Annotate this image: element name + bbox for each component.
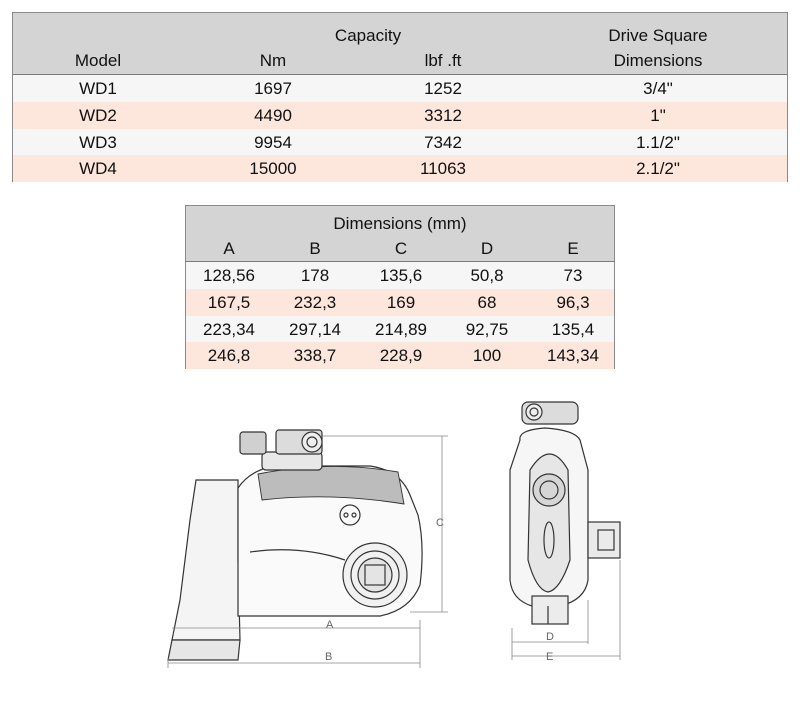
dim-label-c: C (436, 517, 444, 529)
cell-c: 169 (386, 293, 416, 312)
cell-nm: 1697 (254, 79, 292, 98)
cell-a: 128,56 (203, 266, 255, 285)
table-row (186, 316, 614, 343)
table-row (186, 289, 614, 316)
header-capacity: Capacity (334, 26, 402, 45)
header-drive-square: Drive Square (608, 26, 708, 45)
column-header-c: C (394, 239, 408, 258)
column-header-a: A (223, 239, 235, 258)
table-row (13, 102, 787, 129)
cell-lbf: 3312 (424, 106, 462, 125)
cell-c: 228,9 (379, 346, 423, 365)
cell-a: 167,5 (207, 293, 251, 312)
header-dimensions: Dimensions (613, 51, 703, 70)
cell-d: 68 (477, 293, 497, 312)
cell-b: 178 (300, 266, 330, 285)
cell-model: WD2 (79, 106, 117, 125)
table-row (186, 342, 614, 369)
table-row (13, 129, 787, 156)
cell-lbf: 11063 (419, 159, 466, 178)
wrench-side-view (168, 430, 448, 668)
cell-lbf: 1252 (424, 79, 462, 98)
cell-d: 100 (472, 346, 502, 365)
capacity-table (12, 12, 788, 182)
cell-model: WD1 (79, 79, 117, 98)
table-row (186, 262, 614, 289)
wrench-front-view (510, 402, 620, 660)
cell-model: WD3 (79, 133, 117, 152)
cell-c: 214,89 (375, 320, 427, 339)
dimensions-title: Dimensions (mm) (333, 214, 467, 233)
cell-b: 338,7 (293, 346, 337, 365)
header-nm: Nm (259, 51, 287, 70)
table-row (13, 155, 787, 182)
dimensions-table (185, 205, 615, 369)
cell-e: 135,4 (551, 320, 595, 339)
cell-e: 143,34 (547, 346, 599, 365)
cell-drive: 1" (650, 106, 666, 125)
cell-e: 73 (563, 266, 583, 285)
cell-d: 50,8 (470, 266, 504, 285)
cell-a: 223,34 (203, 320, 255, 339)
dim-label-d: D (546, 631, 554, 643)
cell-nm: 15000 (249, 159, 297, 178)
dim-label-b: B (325, 651, 333, 663)
cell-nm: 4490 (254, 106, 292, 125)
dim-label-e: E (546, 651, 554, 663)
cell-lbf: 7342 (424, 133, 462, 152)
column-header-d: D (480, 239, 494, 258)
table-row (13, 75, 787, 102)
dim-label-a: A (326, 619, 334, 631)
cell-e: 96,3 (556, 293, 590, 312)
cell-model: WD4 (79, 159, 117, 178)
cell-drive: 1.1/2" (636, 133, 680, 152)
cell-d: 92,75 (465, 320, 509, 339)
cell-drive: 3/4" (643, 79, 673, 98)
wrench-technical-drawing (0, 380, 800, 705)
cell-c: 135,6 (379, 266, 423, 285)
cell-a: 246,8 (207, 346, 251, 365)
column-header-e: E (567, 239, 579, 258)
header-model: Model (74, 51, 122, 70)
column-header-b: B (309, 239, 321, 258)
header-lbf-ft: lbf .ft (424, 51, 462, 70)
cell-drive: 2.1/2" (636, 159, 680, 178)
cell-nm: 9954 (254, 133, 292, 152)
cell-b: 232,3 (293, 293, 337, 312)
cell-b: 297,14 (289, 320, 341, 339)
